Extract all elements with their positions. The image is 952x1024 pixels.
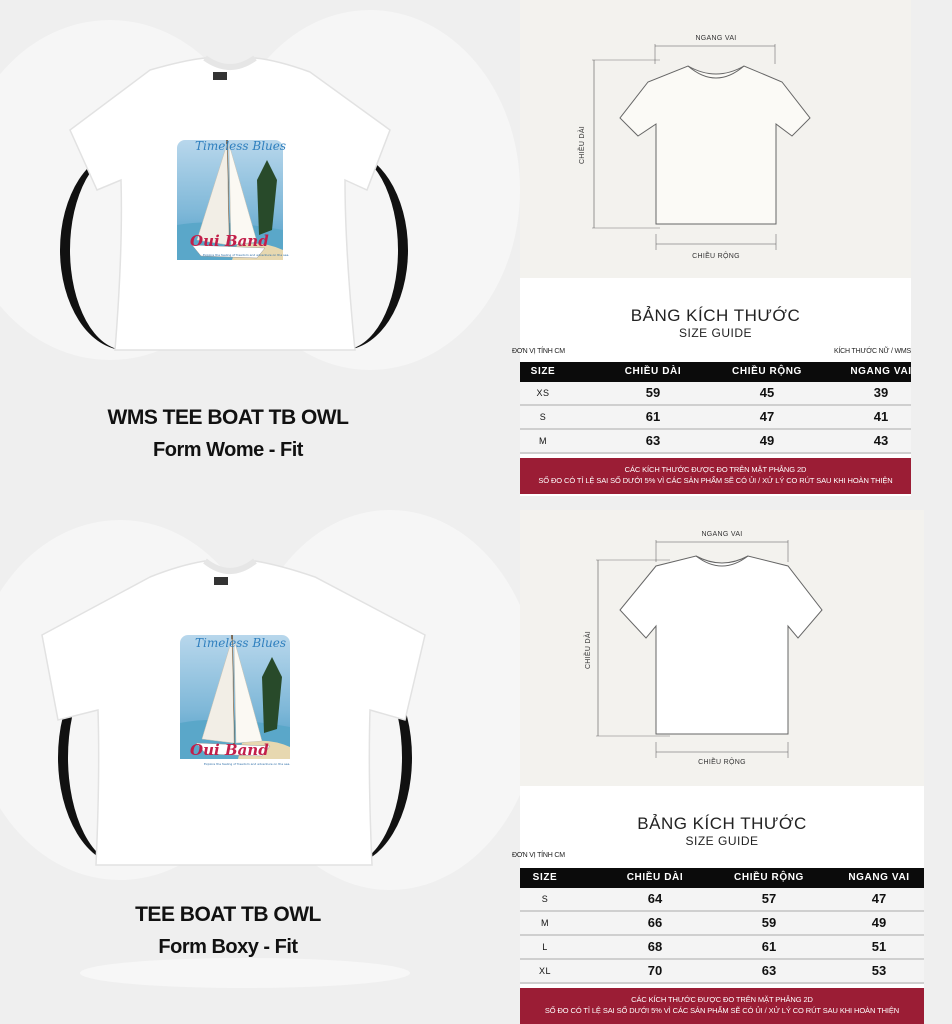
product-form: Form Boxy - Fit: [158, 936, 298, 958]
cell-length: 61: [645, 409, 661, 424]
measurement-diagram: [520, 0, 911, 278]
label-length: CHIỀU DÀI: [585, 630, 592, 670]
cell-shoulder: 39: [873, 385, 889, 400]
table-row: [520, 406, 911, 430]
label-shoulder: NGANG VAI: [695, 35, 737, 42]
size-guide-subtitle: SIZE GUIDE: [678, 326, 752, 340]
floor-shadow: [80, 958, 410, 988]
label-length: CHIỀU DÀI: [579, 125, 586, 165]
size-guide-table: [512, 278, 912, 496]
cell-shoulder: 53: [871, 963, 887, 978]
size-guide-subtitle: SIZE GUIDE: [685, 834, 759, 848]
table-row: [520, 888, 924, 912]
table-row: [520, 960, 924, 984]
header-length: CHIỀU DÀI: [626, 872, 684, 883]
artwork-small-text: Explore the feeling of freedom and adventure on the sea.: [203, 253, 290, 257]
header-size: SIZE: [532, 872, 558, 883]
note-line-1: CÁC KÍCH THƯỚC ĐƯỢC ĐO TRÊN MẶT PHẲNG 2D: [624, 465, 807, 474]
cell-size: S: [539, 412, 547, 422]
cell-size: XL: [538, 966, 551, 976]
header-width: CHIỀU RỘNG: [732, 366, 802, 377]
artwork-script-bottom: Oui Band: [190, 232, 269, 250]
artwork-script-bottom: Oui Band: [190, 741, 269, 759]
cell-width: 59: [761, 915, 777, 930]
measurement-note: [520, 458, 911, 494]
size-guide-table: [512, 786, 924, 1024]
product-photo-boxy-tee: [30, 555, 440, 875]
product-name: WMS TEE BOAT TB OWL: [107, 406, 349, 429]
unit-label: ĐƠN VỊ TÍNH CM: [512, 348, 565, 355]
cell-size: M: [539, 436, 547, 446]
header-shoulder: NGANG VAI: [848, 872, 910, 883]
product-photo-wms-tee: [55, 50, 405, 360]
cell-shoulder: 49: [871, 915, 887, 930]
header-shoulder: NGANG VAI: [850, 366, 912, 377]
cell-width: 61: [761, 939, 777, 954]
size-guide-title: BẢNG KÍCH THƯỚC: [630, 306, 801, 325]
cell-size: M: [541, 918, 549, 928]
unit-label: ĐƠN VỊ TÍNH CM: [512, 852, 565, 859]
note-line-2: SỐ ĐO CÓ TỈ LỆ SAI SỐ DƯỚI 5% VÌ CÁC SẢN PHẨM SẼ CÓ ỦI / XỬ LÝ CO RÚT SAU KHI HOÀN THIỆN: [544, 1006, 900, 1015]
table-row: [520, 382, 911, 406]
artwork-small-text: Explore the feeling of freedom and adventure on the sea.: [204, 762, 291, 766]
cell-width: 63: [761, 963, 777, 978]
label-chest: CHIỀU RỘNG: [692, 253, 740, 260]
label-chest: CHIỀU RỘNG: [698, 759, 746, 766]
cell-length: 66: [647, 915, 663, 930]
cell-size: XS: [536, 388, 550, 398]
note-line-1: CÁC KÍCH THƯỚC ĐƯỢC ĐO TRÊN MẶT PHẲNG 2D: [631, 995, 813, 1004]
size-guide-title: BẢNG KÍCH THƯỚC: [637, 814, 807, 833]
cell-length: 68: [647, 939, 663, 954]
cell-size: L: [542, 942, 548, 952]
table-row: [520, 936, 924, 960]
cell-length: 63: [645, 433, 661, 448]
cell-width: 45: [759, 385, 775, 400]
label-shoulder: NGANG VAI: [701, 531, 743, 538]
cell-shoulder: 47: [871, 891, 887, 906]
size-guide-heading: [520, 814, 924, 848]
size-guide-heading: [520, 306, 911, 340]
note-line-2: SỐ ĐO CÓ TỈ LỆ SAI SỐ DƯỚI 5% VÌ CÁC SẢN PHẨM SẼ CÓ ỦI / XỬ LÝ CO RÚT SAU KHI HOÀN THIỆN: [538, 476, 893, 485]
cell-shoulder: 43: [873, 433, 889, 448]
table-header-row: [520, 362, 911, 382]
header-length: CHIỀU DÀI: [624, 366, 682, 377]
cell-shoulder: 41: [873, 409, 889, 424]
table-header-row: [520, 868, 924, 888]
cell-shoulder: 51: [871, 939, 887, 954]
measurement-note: [520, 988, 924, 1024]
cell-length: 59: [645, 385, 661, 400]
artwork-script-top: Timeless Blues: [195, 636, 287, 650]
product-title-block: [8, 899, 448, 963]
header-size: SIZE: [530, 366, 556, 377]
product-form: Form Wome - Fit: [153, 439, 303, 461]
measurement-diagram: [520, 510, 924, 786]
size-category-label: KÍCH THƯỚC NỮ / WMS: [833, 348, 911, 355]
table-row: [520, 912, 924, 936]
artwork-script-top: Timeless Blues: [195, 139, 287, 153]
product-title-block: [8, 402, 448, 466]
cell-length: 64: [647, 891, 663, 906]
cell-width: 49: [759, 433, 775, 448]
cell-width: 47: [759, 409, 775, 424]
cell-size: S: [541, 894, 549, 904]
product-name: TEE BOAT TB OWL: [135, 903, 321, 926]
cell-width: 57: [761, 891, 777, 906]
table-row: [520, 430, 911, 454]
cell-length: 70: [647, 963, 663, 978]
header-width: CHIỀU RỘNG: [734, 872, 804, 883]
